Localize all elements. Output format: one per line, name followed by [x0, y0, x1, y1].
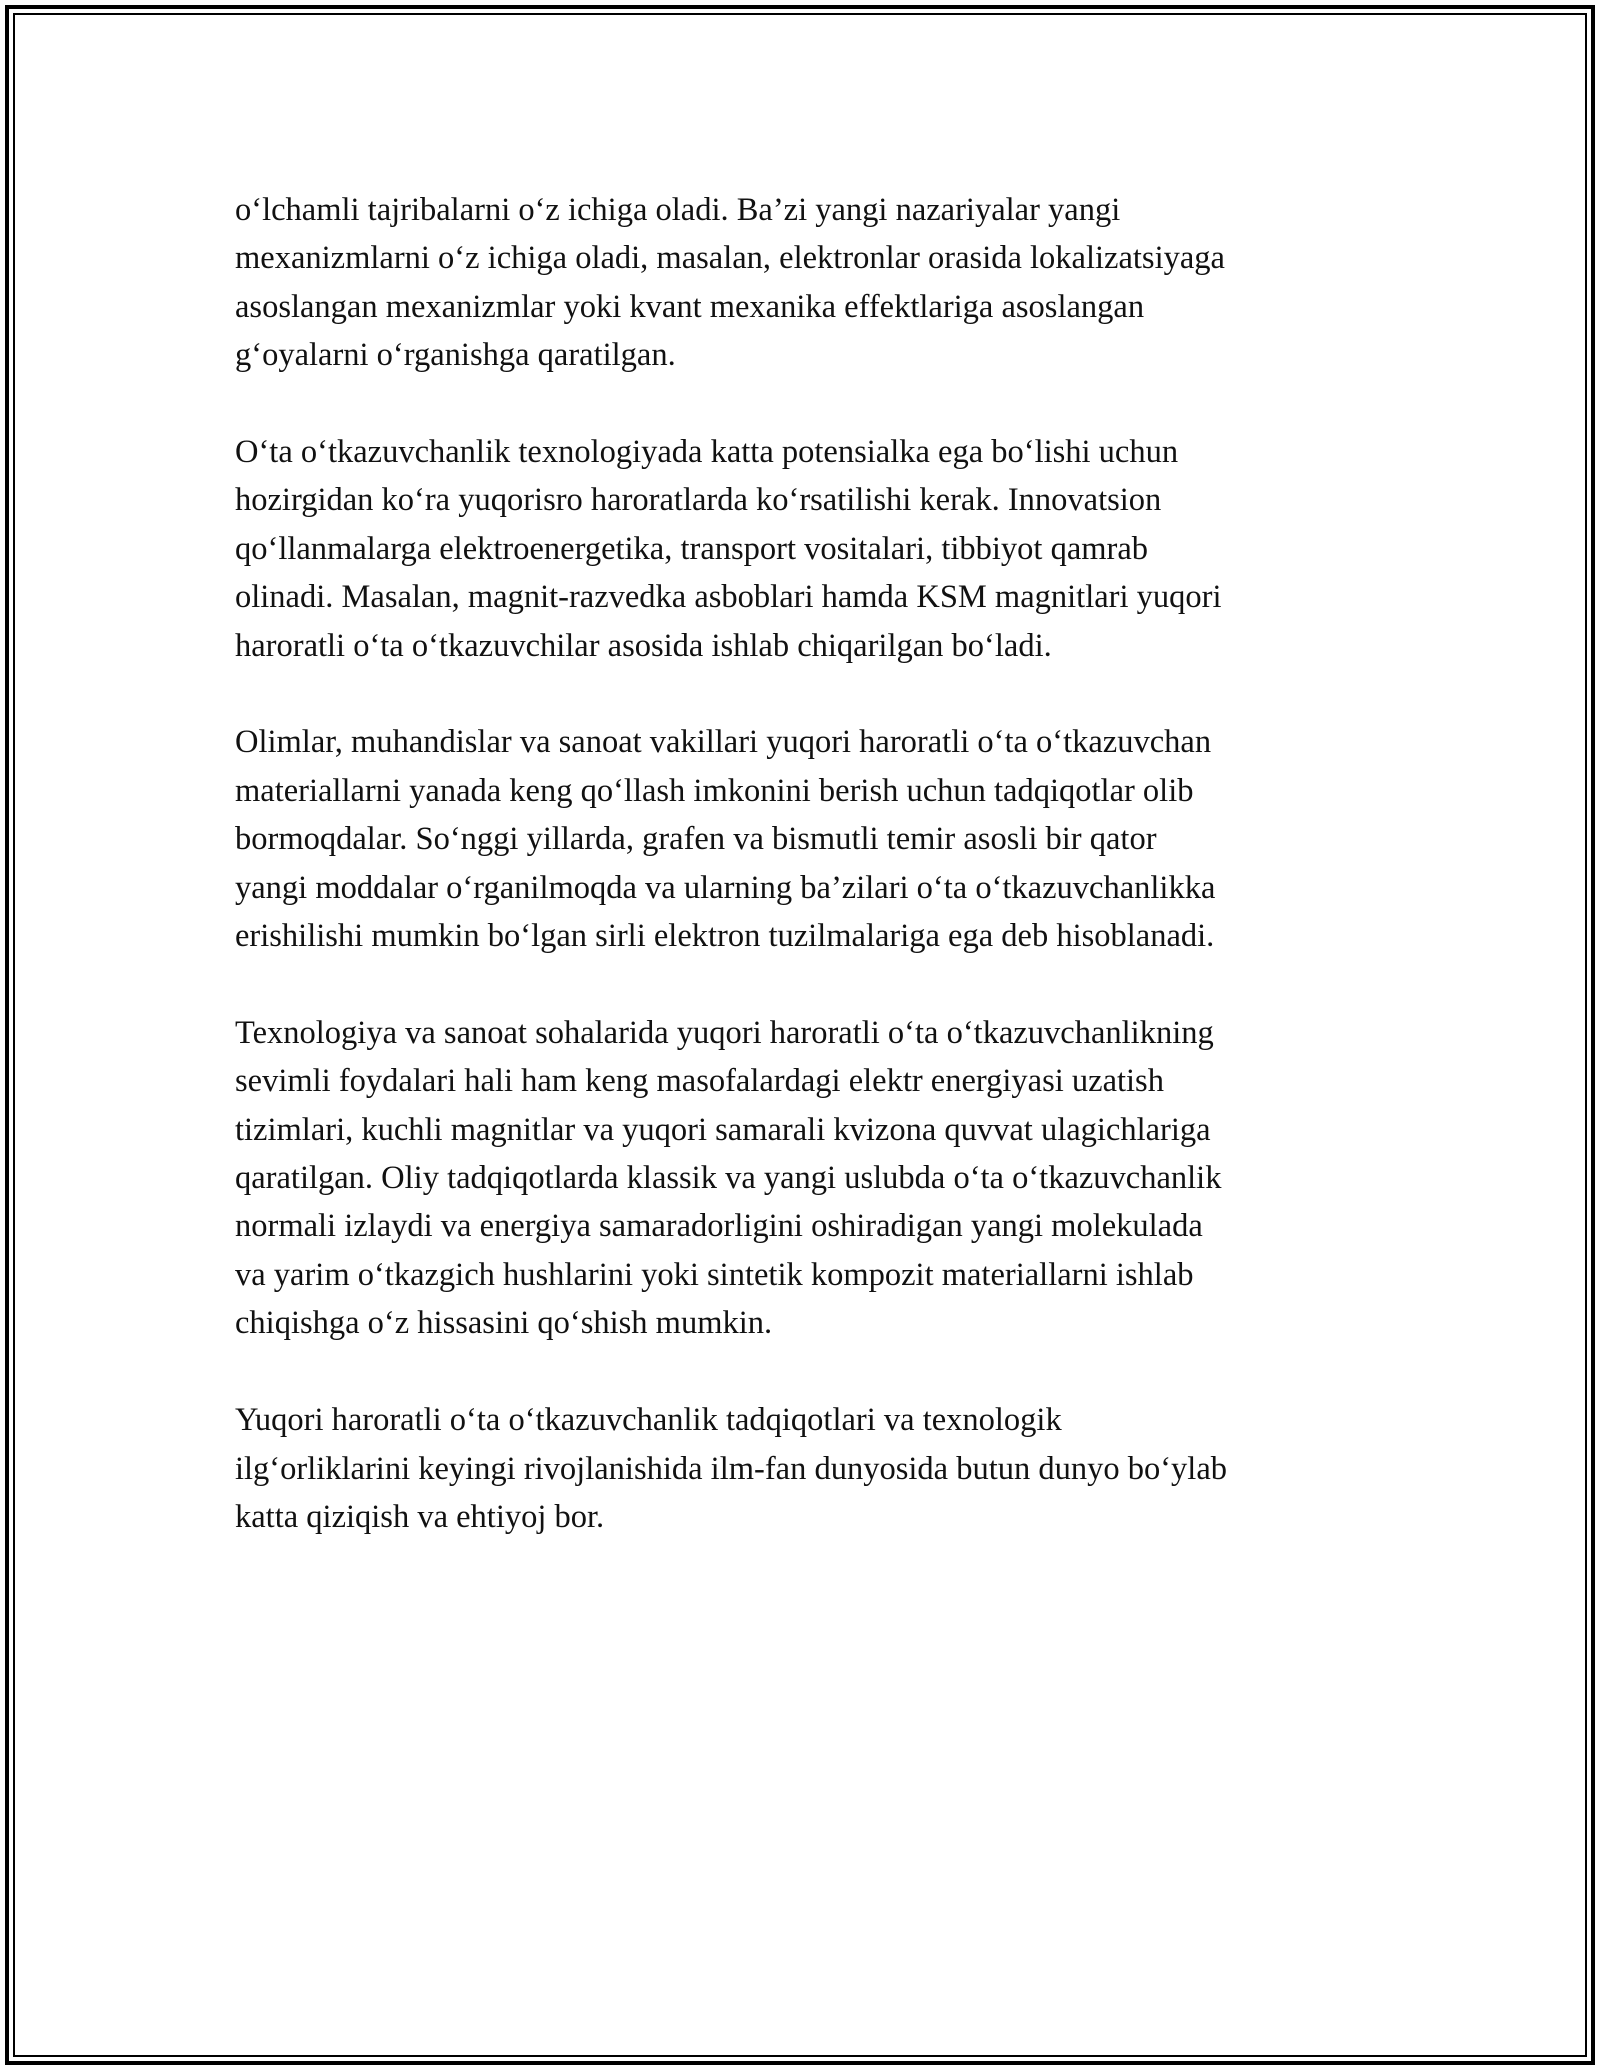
paragraph-3: Olimlar, muhandislar va sanoat vakillari yuqori haroratli o‘ta o‘tkazuvchan materiallarni yanada keng qo‘llash imkonini berish uchun tadqiqotlar olib bormoqdalar. So‘nggi yillarda, grafen va bismutli temir asosli bir qator yangi moddalar o‘rganilmoqda va ularning ba’zilari o‘ta o‘tkazuvchanlikka erishilishi mumkin bo‘lgan sirli elektron tuzilmalariga ega deb hisoblanadi. [235, 724, 1216, 955]
paragraph-1: o‘lchamli tajribalarni o‘z ichiga oladi. Ba’zi yangi nazariyalar yangi mexanizmlarni o‘z ichiga oladi, masalan, elektronlar orasida lokalizatsiyaga asoslangan mexanizmlar yoki kvant mexanika effektlariga asoslangan g‘oyalarni o‘rganishga qaratilgan. [235, 192, 1225, 374]
paragraph-5: Yuqori haroratli o‘ta o‘tkazuvchanlik tadqiqotlari va texnologik ilg‘orliklarini keyingi rivojlanishida ilm-fan dunyosida butun dunyo bo‘ylab katta qiziqish va ehtiyoj bor. [235, 1402, 1227, 1535]
paragraph-4: Texnologiya va sanoat sohalarida yuqori haroratli o‘ta o‘tkazuvchanlikning sevimli foydalari hali ham keng masofalardagi elektr energiyasi uzatish tizimlari, kuchli magnitlar va yuqori samarali kvizona quvvat ulagichlariga qaratilgan. Oliy tadqiqotlarda klassik va yangi uslubda o‘ta o‘tkazuvchanlik normali izlaydi va energiya samaradorligini oshiradigan yangi molekulada va yarim o‘tkazgich hushlarini yoki sintetik kompozit materiallarni ishlab chiqishga o‘z hissasini qo‘shish mumkin. [235, 1014, 1222, 1342]
paragraph-2: O‘ta o‘tkazuvchanlik texnologiyada katta potensialka ega bo‘lishi uchun hozirgidan ko‘ra yuqorisro haroratlarda ko‘rsatilishi kerak. Innovatsion qo‘llanmalarga elektroenergetika, transport vositalari, tibbiyot qamrab olinadi. Masalan, magnit-razvedka asboblari hamda KSM magnitlari yuqori haroratli o‘ta o‘tkazuvchilar asosida ishlab chiqarilgan bo‘ladi. [235, 434, 1222, 664]
document-body [235, 186, 1365, 1541]
